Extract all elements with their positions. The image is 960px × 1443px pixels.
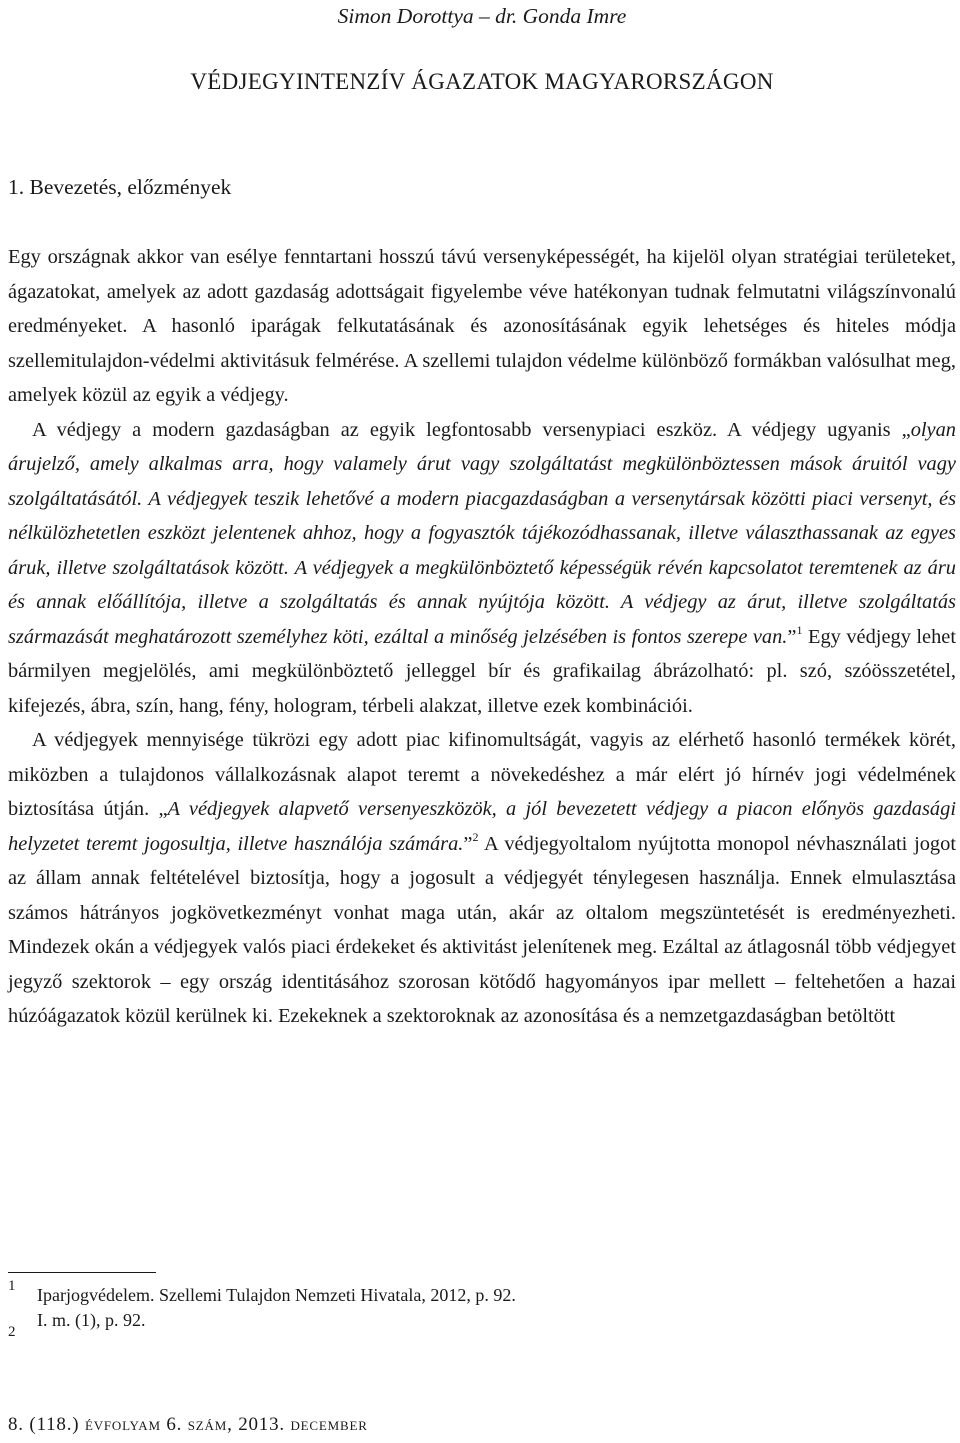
footnote-2 [8,1307,956,1340]
document-page [8,0,956,1443]
issue-info: 8. (118.) évfolyam 6. szám, 2013. december [8,1414,368,1435]
paragraph-3-text-a: A védjegyek mennyisége tükrözi egy adott piac kifinomultságát, vagyis az elérhető hasonló termékek körét, miközben a tulajdonos vállalkozásnak alapot teremt a növekedéshez a már elért jó hírnév jogi védelmének biztosítása útján. „ [8,729,956,820]
paragraph-2-text-a: A védjegy a modern gazdaságban az egyik legfontosabb versenypiaci eszköz. A védjegy ugyanis „ [32,418,911,441]
authors: Simon Dorottya – dr. Gonda Imre [337,4,627,28]
footnote-ref-1: 1 [796,622,803,637]
paragraph-2-quote-close: ” [787,625,797,648]
paragraph-3 [8,723,956,1034]
article-title: VÉDJEGYINTENZÍV ÁGAZATOK MAGYARORSZÁGON [190,69,774,94]
paragraph-3-text-b: A védjegyoltalom nyújtotta monopol névhasználati jogot az állam annak feltételével biztosítja, hogy a jogosult a védjegyét ténylegesen használja. Ennek elmulasztása számos hátrányos jogkövetkezményt vonhat maga után, akár az oltalom megszüntetését is eredményezheti. Mindezek okán a védjegyek valós piaci érdekeket és aktivitást jelenítenek meg. Ezáltal az átlagosnál több védjegyet jegyző szektorok – egy ország identitásához szorosan kötődő hagyományos ipar mellett – feltehetően a hazai húzóágazatok közül kerülnek ki. Ezekeknek a szektoroknak az azonosítása és a nemzetgazdaságban betöltött [8,832,956,1027]
footnote-ref-2: 2 [472,829,479,844]
paragraph-1 [8,240,956,413]
footnote-separator [8,1272,156,1273]
footnote-1-number: 1 [8,1278,16,1294]
article-body [8,240,956,1034]
footnote-2-number: 2 [8,1324,16,1340]
paragraph-3-quote: A védjegyek alapvető versenyeszközök, a jól bevezetett védjegy a piacon előnyös gazdasági helyzetet teremt jogosultja, illetve használója számára. [8,798,956,855]
footnote-1 [8,1277,956,1307]
paragraph-1-text: Egy országnak akkor van esélye fenntartani hosszú távú versenyképességét, ha kijelöl olyan stratégiai területeket, ágazatokat, amelyek az adott gazdaság adottságait figyelembe véve hatékonyan tudnak felmutatni világszínvonalú eredményeket. A hasonló iparágak felkutatásának és azonosításának egyik lehetséges és hiteles módja szellemitulajdon-védelmi aktivitásuk felmérése. A szellemi tulajdon védelme különböző formákban valósulhat meg, amelyek közül az egyik a védjegy. [8,246,956,406]
paragraph-2-text-b: Egy védjegy lehet bármilyen megjelölés, ami megkülönböztető jelleggel bír és grafikailag ábrázolható: pl. szó, szóösszetétel, kifejezés, ábra, szín, hang, fény, hologram, térbeli alakzat, illetve ezek kombinációi. [8,625,957,717]
footnote-1-text: Iparjogvédelem. Szellemi Tulajdon Nemzeti Hivatala, 2012, p. 92. [37,1285,516,1305]
footnotes [8,1277,956,1340]
paragraph-2 [8,413,956,724]
footnote-2-text: I. m. (1), p. 92. [37,1310,146,1330]
paragraph-3-quote-close: ” [463,832,473,855]
paragraph-2-quote: olyan árujelző, amely alkalmas arra, hogy valamely árut vagy szolgáltatást megkülönböztessen mások áruitól vagy szolgáltatásától. A védjegyek teszik lehetővé a modern piacgazdaságban a versenytársak közötti piaci versenyt, és nélkülözhetetlen eszközt jelentenek ahhoz, hogy a fogyasztók tájékozódhassanak, illetve választhassanak az egyes áruk, illetve szolgáltatások között. A védjegyek a megkülönböztető képességük révén kapcsolatot teremtenek az áru és annak előállítója, illetve a szolgáltatás és annak nyújtója között. A védjegy az árut, illetve szolgáltatás származását meghatározott személyhez köti, ezáltal a minőség jelzésében is fontos szerepe van. [8,418,956,648]
section-heading: 1. Bevezetés, előzmények [8,175,232,199]
